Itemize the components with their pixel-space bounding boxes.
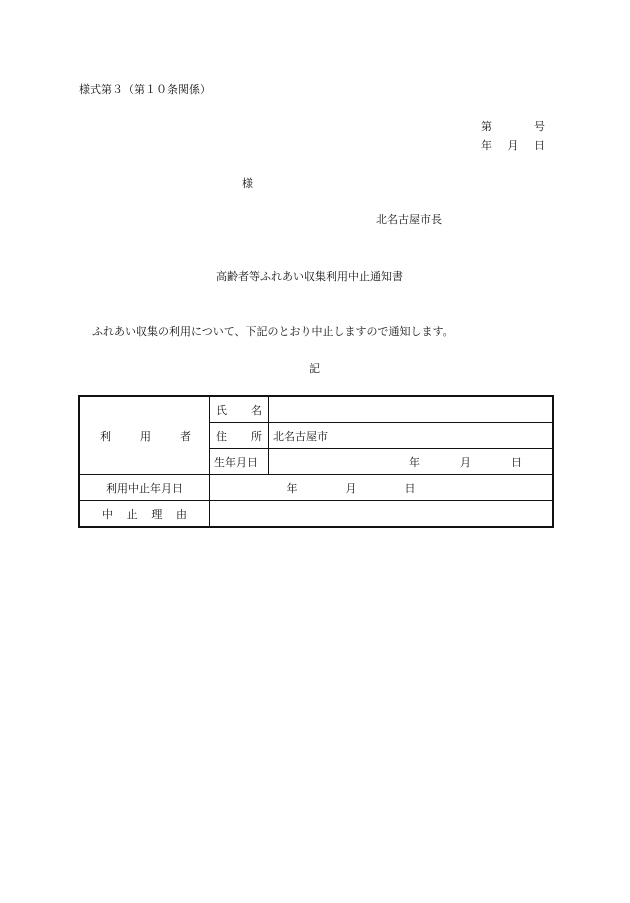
birth-label: 生年月日 [214, 455, 258, 469]
reason-value-cell[interactable] [210, 501, 554, 528]
birth-year: 年 [409, 455, 420, 469]
address-label-char: 所 [251, 429, 262, 443]
address-value: 北名古屋市 [273, 429, 328, 443]
user-label-char: 者 [180, 429, 191, 443]
user-label-char: 用 [140, 429, 151, 443]
stop-month: 月 [345, 481, 357, 495]
address-label-cell [210, 423, 269, 449]
body-text: ふれあい収集の利用について、下記のとおり中止しますので通知します。 [92, 325, 454, 338]
stop-day: 日 [404, 481, 416, 495]
birth-label-cell [210, 449, 269, 475]
stop-year: 年 [286, 481, 298, 495]
reason-label-char: 由 [175, 507, 187, 521]
number-suffix: 号 [534, 120, 545, 133]
birth-day: 日 [511, 455, 522, 469]
ki-heading: 記 [309, 362, 320, 375]
address-label-char: 住 [216, 429, 227, 443]
name-label-char: 氏 [216, 403, 227, 417]
stop-date-value-cell[interactable] [210, 475, 554, 501]
stop-date-label-cell [79, 475, 210, 501]
name-label-cell [210, 396, 269, 423]
date-year: 年 [481, 139, 492, 152]
number-prefix: 第 [481, 120, 492, 133]
name-label-char: 名 [251, 403, 262, 417]
sender: 北名古屋市長 [376, 213, 442, 226]
name-value-cell[interactable] [269, 396, 554, 423]
form-label: 様式第３（第１０条関係） [79, 83, 211, 96]
reason-label-cell [79, 501, 210, 528]
document-date [481, 137, 545, 153]
user-label-cell [79, 396, 210, 475]
birth-month: 月 [460, 455, 471, 469]
table-row [79, 396, 553, 423]
notice-table [78, 395, 554, 528]
addressee-honorific: 様 [242, 177, 253, 190]
date-month: 月 [507, 139, 519, 152]
birth-value-cell[interactable] [269, 449, 554, 475]
document-number [481, 118, 545, 134]
reason-label-char: 理 [151, 507, 163, 521]
document-title: 高齢者等ふれあい収集利用中止通知書 [216, 270, 403, 283]
address-value-cell[interactable] [269, 423, 554, 449]
stop-date-label: 利用中止年月日 [106, 481, 183, 495]
date-day: 日 [534, 139, 545, 152]
table-row [79, 475, 553, 501]
table-row [79, 501, 553, 528]
reason-label-char: 中 [102, 507, 113, 521]
user-label-char: 利 [100, 429, 111, 443]
reason-label-char: 止 [126, 507, 138, 521]
